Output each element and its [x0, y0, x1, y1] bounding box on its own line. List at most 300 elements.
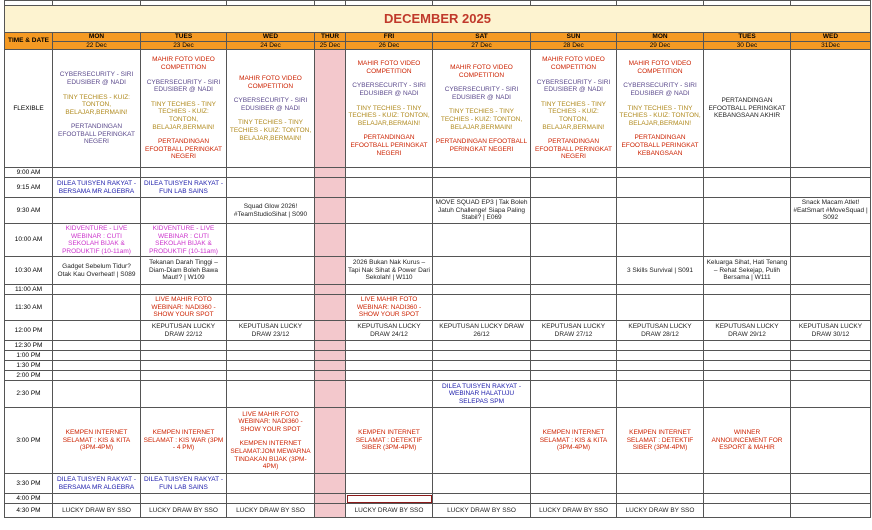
- schedule-cell[interactable]: [53, 224, 141, 257]
- schedule-cell[interactable]: [617, 474, 704, 494]
- schedule-cell[interactable]: [531, 50, 617, 168]
- schedule-cell[interactable]: [433, 168, 531, 178]
- time-row: [5, 168, 871, 178]
- schedule-cell[interactable]: [617, 504, 704, 518]
- schedule-cell[interactable]: [531, 168, 617, 178]
- event-label: PERTANDINGAN EFOOTBALL PERINGKAT NEGERI: [145, 138, 222, 161]
- date-header-7[interactable]: 29 Dec: [617, 41, 704, 50]
- schedule-cell[interactable]: [791, 224, 871, 257]
- event-spacer: [55, 87, 138, 94]
- schedule-cell[interactable]: [704, 198, 791, 224]
- schedule-cell[interactable]: [704, 257, 791, 285]
- event-label: CYBERSECURITY - SIRI EDUSIBER @ NADI: [352, 82, 426, 97]
- schedule-cell[interactable]: [433, 341, 531, 351]
- calendar-title[interactable]: DECEMBER 2025: [5, 6, 871, 33]
- event-label: MOVE SQUAD EP3 | Tak Boleh Jatuh Challenge! Siapa Paling Stabil? | E069: [435, 199, 528, 222]
- schedule-cell[interactable]: [704, 361, 791, 371]
- date-header-3[interactable]: 25 Dec: [315, 41, 346, 50]
- event-label: KEMPEN INTERNET SELAMAT : KIS WAR (3PM - 4 PM): [143, 429, 224, 452]
- event-label: MAHIR FOTO VIDEO COMPETITION: [542, 56, 605, 72]
- schedule-cell[interactable]: [141, 168, 227, 178]
- schedule-cell[interactable]: [617, 198, 704, 224]
- time-label[interactable]: 2:00 PM: [5, 371, 53, 381]
- schedule-cell[interactable]: [141, 494, 227, 504]
- schedule-cell[interactable]: [791, 295, 871, 321]
- schedule-cell[interactable]: [617, 168, 704, 178]
- time-label[interactable]: 3:00 PM: [5, 408, 53, 474]
- schedule-cell[interactable]: [346, 168, 433, 178]
- schedule-cell[interactable]: [617, 50, 704, 168]
- schedule-cell[interactable]: [315, 295, 346, 321]
- schedule-cell[interactable]: [141, 504, 227, 518]
- schedule-cell[interactable]: [227, 295, 315, 321]
- schedule-cell[interactable]: [346, 408, 433, 474]
- event-label: LIVE MAHIR FOTO WEBINAR: NADI360 - SHOW YOUR SPOT: [238, 410, 303, 433]
- schedule-cell[interactable]: [433, 224, 531, 257]
- schedule-cell[interactable]: [53, 168, 141, 178]
- event-label: DILEA TUISYEN RAKYAT - WEBINAR HALATUJU SELEPAS SPM: [442, 382, 521, 405]
- schedule-cell[interactable]: [141, 474, 227, 494]
- schedule-cell[interactable]: [704, 224, 791, 257]
- event-spacer: [143, 72, 224, 79]
- date-header-8[interactable]: 30 Dec: [704, 41, 791, 50]
- schedule-cell[interactable]: [791, 371, 871, 381]
- schedule-cell[interactable]: [617, 381, 704, 408]
- title-row: [5, 6, 871, 33]
- event-spacer: [533, 131, 614, 138]
- schedule-cell[interactable]: [617, 178, 704, 198]
- schedule-cell[interactable]: [433, 257, 531, 285]
- schedule-cell[interactable]: [704, 504, 791, 518]
- event-label: LUCKY DRAW BY SSO: [62, 506, 131, 514]
- schedule-cell[interactable]: [53, 50, 141, 168]
- event-label: PERTANDINGAN EFOOTBALL PERINGKAT NEGERI: [535, 138, 612, 161]
- event-spacer: [619, 127, 701, 134]
- event-label: Keluarga Sihat, Hati Tenang – Rehat Sekejap, Pulih Bersama | W111: [706, 259, 788, 282]
- schedule-cell[interactable]: [791, 381, 871, 408]
- event-label: PERTANDINGAN EFOOTBALL PERINGKAT KEBANGSAAN AKHIR: [708, 97, 786, 120]
- schedule-cell[interactable]: [227, 178, 315, 198]
- schedule-cell[interactable]: [141, 351, 227, 361]
- schedule-cell[interactable]: [141, 257, 227, 285]
- schedule-cell[interactable]: [791, 351, 871, 361]
- schedule-cell[interactable]: [53, 285, 141, 295]
- time-date-header[interactable]: TIME & DATE: [5, 33, 53, 50]
- schedule-cell[interactable]: [433, 321, 531, 341]
- schedule-cell[interactable]: [433, 351, 531, 361]
- date-header-9[interactable]: 31Dec: [791, 41, 871, 50]
- event-label: KEMPEN INTERNET SELAMAT : DETEKTIF SIBER (3PM-4PM): [355, 429, 423, 452]
- schedule-cell[interactable]: [53, 504, 141, 518]
- schedule-cell[interactable]: [53, 494, 141, 504]
- date-header-4[interactable]: 26 Dec: [346, 41, 433, 50]
- event-label: MAHIR FOTO VIDEO COMPETITION: [450, 64, 513, 79]
- time-label[interactable]: 3:30 PM: [5, 474, 53, 494]
- schedule-cell[interactable]: [315, 178, 346, 198]
- time-label[interactable]: 9:30 AM: [5, 198, 53, 224]
- schedule-cell[interactable]: [315, 198, 346, 224]
- schedule-cell[interactable]: [227, 285, 315, 295]
- schedule-cell[interactable]: [433, 178, 531, 198]
- schedule-cell[interactable]: [531, 371, 617, 381]
- schedule-cell[interactable]: [227, 198, 315, 224]
- schedule-cell[interactable]: [617, 285, 704, 295]
- schedule-cell[interactable]: [791, 504, 871, 518]
- schedule-cell[interactable]: [617, 257, 704, 285]
- event-label: KEMPEN INTERNET SELAMAT : KIS & KITA (3PM-4PM): [539, 429, 608, 452]
- day-header-6[interactable]: SUN: [531, 33, 617, 42]
- time-row: [5, 351, 871, 361]
- time-label[interactable]: 11:00 AM: [5, 285, 53, 295]
- schedule-cell[interactable]: [227, 494, 315, 504]
- event-label: TINY TECHIES - TINY TECHIES - KUIZ: TONTON, BELAJAR,BERMAIN!: [440, 108, 523, 131]
- event-label: CYBERSECURITY - SIRI EDUSIBER @ NADI: [444, 86, 519, 101]
- event-label: LIVE MAHIR FOTO WEBINAR: NADI360 - SHOW YOUR SPOT: [356, 296, 422, 319]
- schedule-cell[interactable]: [53, 474, 141, 494]
- schedule-cell[interactable]: [531, 351, 617, 361]
- time-label[interactable]: FLEXIBLE: [5, 50, 53, 168]
- time-row: [5, 178, 871, 198]
- event-label: MAHIR FOTO VIDEO COMPETITION: [239, 75, 302, 90]
- schedule-cell[interactable]: [346, 494, 433, 504]
- schedule-cell[interactable]: [227, 224, 315, 257]
- event-label: CYBERSECURITY - SIRI EDUSIBER @ NADI: [59, 71, 134, 86]
- schedule-cell[interactable]: [53, 408, 141, 474]
- schedule-cell[interactable]: [315, 494, 346, 504]
- schedule-cell[interactable]: [315, 285, 346, 295]
- schedule-cell[interactable]: [227, 408, 315, 474]
- day-header-8[interactable]: TUES: [704, 33, 791, 42]
- schedule-cell[interactable]: [433, 474, 531, 494]
- schedule-cell[interactable]: [141, 361, 227, 371]
- schedule-cell[interactable]: [531, 361, 617, 371]
- day-header-4[interactable]: FRI: [346, 33, 433, 42]
- schedule-cell[interactable]: [617, 408, 704, 474]
- schedule-cell[interactable]: [704, 285, 791, 295]
- event-label: 3 Skills Survival | S091: [627, 266, 693, 274]
- date-header-row: [5, 41, 871, 50]
- date-header-2[interactable]: 24 Dec: [227, 41, 315, 50]
- event-label: LIVE MAHIR FOTO WEBINAR: NADI360 - SHOW YOUR SPOT: [151, 296, 216, 319]
- event-label: TINY TECHIES - TINY TECHIES - KUIZ: TONTON, BELAJAR,BERMAIN!: [348, 104, 430, 127]
- schedule-cell[interactable]: [531, 381, 617, 408]
- schedule-cell[interactable]: [791, 178, 871, 198]
- date-header-5[interactable]: 27 Dec: [433, 41, 531, 50]
- schedule-cell[interactable]: [791, 361, 871, 371]
- event-label: Tekanan Darah Tinggi – Diam-Diam Boleh Bawa Maut!? | W109: [149, 259, 218, 282]
- event-label: MAHIR FOTO VIDEO COMPETITION: [152, 56, 215, 72]
- schedule-cell[interactable]: [315, 224, 346, 257]
- schedule-cell[interactable]: [227, 371, 315, 381]
- schedule-cell[interactable]: [141, 381, 227, 408]
- schedule-cell[interactable]: [704, 50, 791, 168]
- schedule-cell[interactable]: [617, 224, 704, 257]
- time-row: [5, 257, 871, 285]
- schedule-cell[interactable]: [531, 494, 617, 504]
- schedule-cell[interactable]: [227, 341, 315, 351]
- schedule-cell[interactable]: [531, 321, 617, 341]
- time-label[interactable]: 1:00 PM: [5, 351, 53, 361]
- event-label: KIDVENTURE - LIVE WEBINAR : CUTI SEKOLAH BIJAK & PRODUKTIF (10-11am): [149, 225, 218, 255]
- schedule-cell[interactable]: [346, 257, 433, 285]
- schedule-cell[interactable]: [346, 321, 433, 341]
- schedule-cell[interactable]: [791, 321, 871, 341]
- time-row: [5, 224, 871, 257]
- event-label: KEPUTUSAN LUCKY DRAW 23/12: [238, 323, 303, 338]
- event-label: WINNER ANNOUNCEMENT FOR ESPORT & MAHIR: [711, 429, 783, 452]
- schedule-cell[interactable]: [227, 257, 315, 285]
- schedule-cell[interactable]: [346, 341, 433, 351]
- schedule-cell[interactable]: [704, 494, 791, 504]
- schedule-cell[interactable]: [346, 381, 433, 408]
- schedule-cell[interactable]: [53, 295, 141, 321]
- event-spacer: [533, 94, 614, 101]
- schedule-cell[interactable]: [704, 371, 791, 381]
- schedule-cell[interactable]: [315, 504, 346, 518]
- time-row: [5, 504, 871, 518]
- schedule-cell[interactable]: [346, 351, 433, 361]
- schedule-cell[interactable]: [346, 371, 433, 381]
- event-label: TINY TECHIES - TINY TECHIES - KUIZ: TONTON, BELAJAR,BERMAIN!: [540, 100, 606, 131]
- time-label[interactable]: 12:00 PM: [5, 321, 53, 341]
- schedule-cell[interactable]: [617, 341, 704, 351]
- event-label: KEMPEN INTERNET SELAMAT:JOM MEWARNA TINDAKAN BIJAK (3PM-4PM): [230, 440, 311, 471]
- schedule-cell[interactable]: [315, 341, 346, 351]
- schedule-cell[interactable]: [704, 474, 791, 494]
- schedule-cell[interactable]: [531, 224, 617, 257]
- time-label[interactable]: 4:00 PM: [5, 494, 53, 504]
- time-row: [5, 371, 871, 381]
- schedule-cell[interactable]: [141, 371, 227, 381]
- schedule-cell[interactable]: [704, 168, 791, 178]
- event-spacer: [435, 131, 528, 138]
- schedule-cell[interactable]: [433, 295, 531, 321]
- schedule-cell[interactable]: [531, 341, 617, 351]
- schedule-cell[interactable]: [531, 178, 617, 198]
- event-label: KEPUTUSAN LUCKY DRAW 24/12: [357, 323, 421, 338]
- day-header-1[interactable]: TUES: [141, 33, 227, 42]
- event-label: Gadget Sebelum Tidur? Otak Kau Overheat! | S089: [57, 263, 136, 278]
- schedule-cell[interactable]: [704, 341, 791, 351]
- schedule-cell[interactable]: [531, 257, 617, 285]
- schedule-cell[interactable]: [617, 321, 704, 341]
- event-label: CYBERSECURITY - SIRI EDUSIBER @ NADI: [623, 82, 697, 97]
- event-label: CYBERSECURITY - SIRI EDUSIBER @ NADI: [233, 97, 308, 112]
- schedule-cell[interactable]: [531, 285, 617, 295]
- date-header-1[interactable]: 23 Dec: [141, 41, 227, 50]
- time-row: [5, 295, 871, 321]
- time-label[interactable]: 4:30 PM: [5, 504, 53, 518]
- schedule-cell[interactable]: [704, 321, 791, 341]
- schedule-cell[interactable]: [227, 321, 315, 341]
- event-label: KEPUTUSAN LUCKY DRAW 27/12: [541, 323, 606, 338]
- day-header-3[interactable]: THUR: [315, 33, 346, 42]
- schedule-cell[interactable]: [617, 295, 704, 321]
- schedule-cell[interactable]: [531, 474, 617, 494]
- event-label: TINY TECHIES - KUIZ: TONTON, BELAJAR,BERMAIN!: [63, 93, 130, 116]
- schedule-cell[interactable]: [433, 198, 531, 224]
- schedule-cell[interactable]: [704, 381, 791, 408]
- event-label: LUCKY DRAW BY SSO: [236, 506, 305, 514]
- schedule-cell[interactable]: [433, 50, 531, 168]
- event-label: KEPUTUSAN LUCKY DRAW 26/12: [439, 323, 524, 338]
- schedule-cell[interactable]: [791, 198, 871, 224]
- time-label[interactable]: 1:30 PM: [5, 361, 53, 371]
- event-label: PERTANDINGAN EFOOTBALL PERINGKAT NEGERI: [350, 134, 428, 157]
- event-label: KEPUTUSAN LUCKY DRAW 30/12: [798, 323, 863, 338]
- schedule-cell[interactable]: [53, 371, 141, 381]
- event-spacer: [55, 116, 138, 123]
- schedule-cell[interactable]: [141, 321, 227, 341]
- schedule-cell[interactable]: [227, 474, 315, 494]
- schedule-cell[interactable]: [433, 285, 531, 295]
- schedule-cell[interactable]: [617, 361, 704, 371]
- schedule-cell[interactable]: [315, 474, 346, 494]
- time-label[interactable]: 10:00 AM: [5, 224, 53, 257]
- schedule-cell[interactable]: [141, 224, 227, 257]
- event-label: CYBERSECURITY - SIRI EDUSIBER @ NADI: [536, 78, 611, 94]
- event-label: KEPUTUSAN LUCKY DRAW 29/12: [715, 323, 779, 338]
- schedule-cell[interactable]: [53, 361, 141, 371]
- schedule-cell[interactable]: [346, 361, 433, 371]
- event-spacer: [435, 101, 528, 108]
- time-row: [5, 408, 871, 474]
- schedule-cell[interactable]: [141, 341, 227, 351]
- schedule-cell[interactable]: [433, 361, 531, 371]
- schedule-cell[interactable]: [53, 178, 141, 198]
- time-row: [5, 361, 871, 371]
- schedule-cell[interactable]: [53, 341, 141, 351]
- schedule-cell[interactable]: [617, 494, 704, 504]
- schedule-cell[interactable]: [346, 198, 433, 224]
- schedule-cell[interactable]: [791, 408, 871, 474]
- schedule-cell[interactable]: [346, 504, 433, 518]
- event-label: LUCKY DRAW BY SSO: [625, 506, 695, 514]
- schedule-cell[interactable]: [53, 381, 141, 408]
- day-header-9[interactable]: WED: [791, 33, 871, 42]
- schedule-cell[interactable]: [141, 198, 227, 224]
- event-label: DILEA TUISYEN RAKYAT - FUN LAB SAINS: [144, 180, 223, 195]
- event-label: LUCKY DRAW BY SSO: [354, 506, 424, 514]
- event-label: KEPUTUSAN LUCKY DRAW 22/12: [151, 323, 216, 338]
- schedule-cell[interactable]: [704, 178, 791, 198]
- schedule-cell[interactable]: [315, 50, 346, 168]
- schedule-cell[interactable]: [227, 381, 315, 408]
- schedule-cell[interactable]: [315, 408, 346, 474]
- date-header-0[interactable]: 22 Dec: [53, 41, 141, 50]
- schedule-cell[interactable]: [315, 351, 346, 361]
- schedule-cell[interactable]: [227, 50, 315, 168]
- schedule-cell[interactable]: [315, 321, 346, 341]
- schedule-cell[interactable]: [346, 224, 433, 257]
- schedule-cell[interactable]: [704, 351, 791, 361]
- schedule-cell[interactable]: [704, 408, 791, 474]
- schedule-cell[interactable]: [346, 178, 433, 198]
- time-label[interactable]: 9:00 AM: [5, 168, 53, 178]
- time-row: [5, 198, 871, 224]
- schedule-cell[interactable]: [791, 285, 871, 295]
- schedule-cell[interactable]: [227, 361, 315, 371]
- schedule-cell[interactable]: [346, 50, 433, 168]
- schedule-cell[interactable]: [433, 494, 531, 504]
- time-label[interactable]: 12:30 PM: [5, 341, 53, 351]
- schedule-cell[interactable]: [531, 408, 617, 474]
- day-header-2[interactable]: WED: [227, 33, 315, 42]
- schedule-cell[interactable]: [141, 295, 227, 321]
- event-label: PERTANDINGAN EFOOTBALL PERINGKAT NEGERI: [435, 138, 528, 153]
- schedule-cell[interactable]: [346, 474, 433, 494]
- day-header-7[interactable]: MON: [617, 33, 704, 42]
- schedule-cell[interactable]: [791, 257, 871, 285]
- schedule-cell[interactable]: [53, 321, 141, 341]
- schedule-cell[interactable]: [531, 198, 617, 224]
- schedule-cell[interactable]: [791, 494, 871, 504]
- time-row: [5, 321, 871, 341]
- day-header-5[interactable]: SAT: [433, 33, 531, 42]
- schedule-cell[interactable]: [791, 474, 871, 494]
- schedule-cell[interactable]: [141, 178, 227, 198]
- time-row: [5, 341, 871, 351]
- schedule-cell[interactable]: [227, 351, 315, 361]
- time-row: [5, 474, 871, 494]
- schedule-cell[interactable]: [315, 381, 346, 408]
- event-spacer: [143, 131, 224, 138]
- schedule-cell[interactable]: [315, 168, 346, 178]
- schedule-cell[interactable]: [53, 257, 141, 285]
- schedule-cell[interactable]: [791, 50, 871, 168]
- event-spacer: [229, 90, 312, 97]
- schedule-cell[interactable]: [141, 408, 227, 474]
- schedule-cell[interactable]: [53, 198, 141, 224]
- schedule-cell[interactable]: [141, 50, 227, 168]
- schedule-cell[interactable]: [617, 351, 704, 361]
- schedule-cell[interactable]: [141, 285, 227, 295]
- event-label: LUCKY DRAW BY SSO: [149, 506, 218, 514]
- schedule-cell[interactable]: [791, 341, 871, 351]
- event-label: PERTANDINGAN EFOOTBALL PERINGKAT NEGERI: [58, 123, 135, 146]
- time-label[interactable]: 9:15 AM: [5, 178, 53, 198]
- time-label[interactable]: 2:30 PM: [5, 381, 53, 408]
- schedule-cell[interactable]: [315, 371, 346, 381]
- schedule-cell[interactable]: [433, 381, 531, 408]
- time-label[interactable]: 11:30 AM: [5, 295, 53, 321]
- schedule-cell[interactable]: [315, 257, 346, 285]
- schedule-cell[interactable]: [433, 371, 531, 381]
- time-label[interactable]: 10:30 AM: [5, 257, 53, 285]
- event-label: MAHIR FOTO VIDEO COMPETITION: [628, 60, 692, 75]
- date-header-6[interactable]: 28 Dec: [531, 41, 617, 50]
- schedule-cell[interactable]: [433, 504, 531, 518]
- schedule-cell[interactable]: [433, 408, 531, 474]
- schedule-cell[interactable]: [531, 295, 617, 321]
- schedule-cell[interactable]: [346, 295, 433, 321]
- event-label: DILEA TUISYEN RAKYAT - FUN LAB SAINS: [144, 476, 223, 491]
- schedule-cell[interactable]: [704, 295, 791, 321]
- schedule-cell[interactable]: [791, 168, 871, 178]
- schedule-cell[interactable]: [315, 361, 346, 371]
- schedule-cell[interactable]: [617, 371, 704, 381]
- event-label: KEMPEN INTERNET SELAMAT : KIS & KITA (3PM-4PM): [62, 429, 131, 452]
- event-spacer: [229, 433, 312, 440]
- event-label: DILEA TUISYEN RAKYAT - BERSAMA MR ALGEBRA: [57, 180, 136, 195]
- event-label: TINY TECHIES - TINY TECHIES - KUIZ: TONTON, BELAJAR,BERMAIN!: [619, 104, 701, 127]
- day-header-0[interactable]: MON: [53, 33, 141, 42]
- schedule-cell[interactable]: [53, 351, 141, 361]
- schedule-cell[interactable]: [531, 504, 617, 518]
- schedule-cell[interactable]: [227, 168, 315, 178]
- schedule-cell[interactable]: [346, 285, 433, 295]
- schedule-cell[interactable]: [227, 504, 315, 518]
